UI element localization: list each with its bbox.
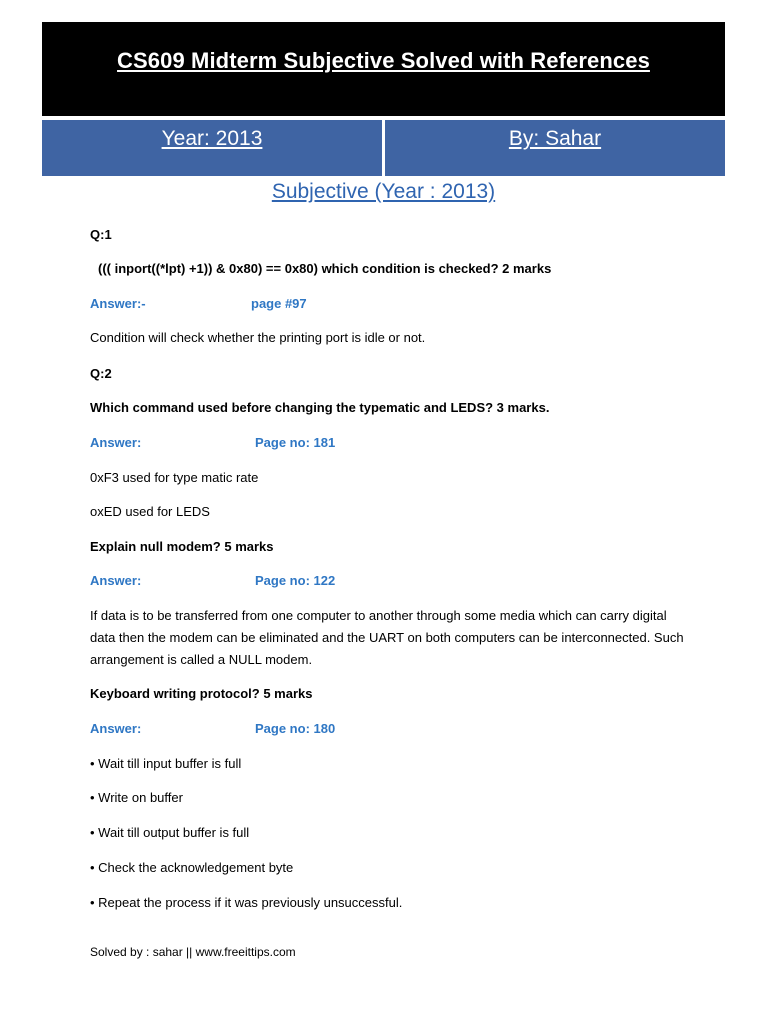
page-footer: Solved by : sahar || www.freeittips.com	[90, 945, 296, 959]
answer-3-label: Answer:	[90, 573, 142, 588]
author-label: By: Sahar	[508, 127, 602, 150]
answer-4-page: Page no: 180	[255, 721, 336, 736]
answer-3-text: If data is to be transferred from one computer to another through some media which can carry digital data then the modem can be eliminated and the UART on both computers can be interconnected. Such arrangement is called a NULL modem.	[90, 608, 684, 667]
question-1-text: ((( inport((*lpt) +1)) & 0x80) == 0x80) which condition is checked? 2 marks	[98, 261, 552, 276]
answer-2-line-1: 0xF3 used for type matic rate	[90, 470, 259, 485]
answer-2-line-2: oxED used for LEDS	[90, 504, 210, 519]
year-cell	[42, 120, 382, 176]
answer-1-text: Condition will check whether the printing port is idle or not.	[90, 330, 426, 345]
answer-1-label: Answer:-	[90, 296, 146, 311]
bullet-item: • Wait till output buffer is full	[90, 825, 250, 840]
question-2-label: Q:2	[90, 366, 112, 381]
info-banner	[42, 120, 725, 176]
question-1-label: Q:1	[90, 227, 112, 242]
answer-2-page: Page no: 181	[255, 435, 336, 450]
bullet-item: • Wait till input buffer is full	[90, 756, 242, 771]
bullet-item: • Repeat the process if it was previously unsuccessful.	[90, 895, 403, 910]
answer-3-page: Page no: 122	[255, 573, 336, 588]
year-label: Year: 2013	[161, 127, 263, 150]
author-cell	[385, 120, 725, 176]
answer-1-page: page #97	[251, 296, 307, 311]
question-2-text: Which command used before changing the typematic and LEDS? 3 marks.	[90, 400, 550, 415]
document-title: CS609 Midterm Subjective Solved with References	[117, 48, 650, 73]
answer-4-label: Answer:	[90, 721, 142, 736]
section-subtitle: Subjective (Year : 2013)	[271, 180, 496, 203]
bullet-item: • Write on buffer	[90, 790, 183, 805]
bullet-item: • Check the acknowledgement byte	[90, 860, 294, 875]
question-4-text: Keyboard writing protocol? 5 marks	[90, 686, 313, 701]
question-3-text: Explain null modem? 5 marks	[90, 539, 274, 554]
title-banner	[42, 22, 725, 116]
answer-2-label: Answer:	[90, 435, 142, 450]
